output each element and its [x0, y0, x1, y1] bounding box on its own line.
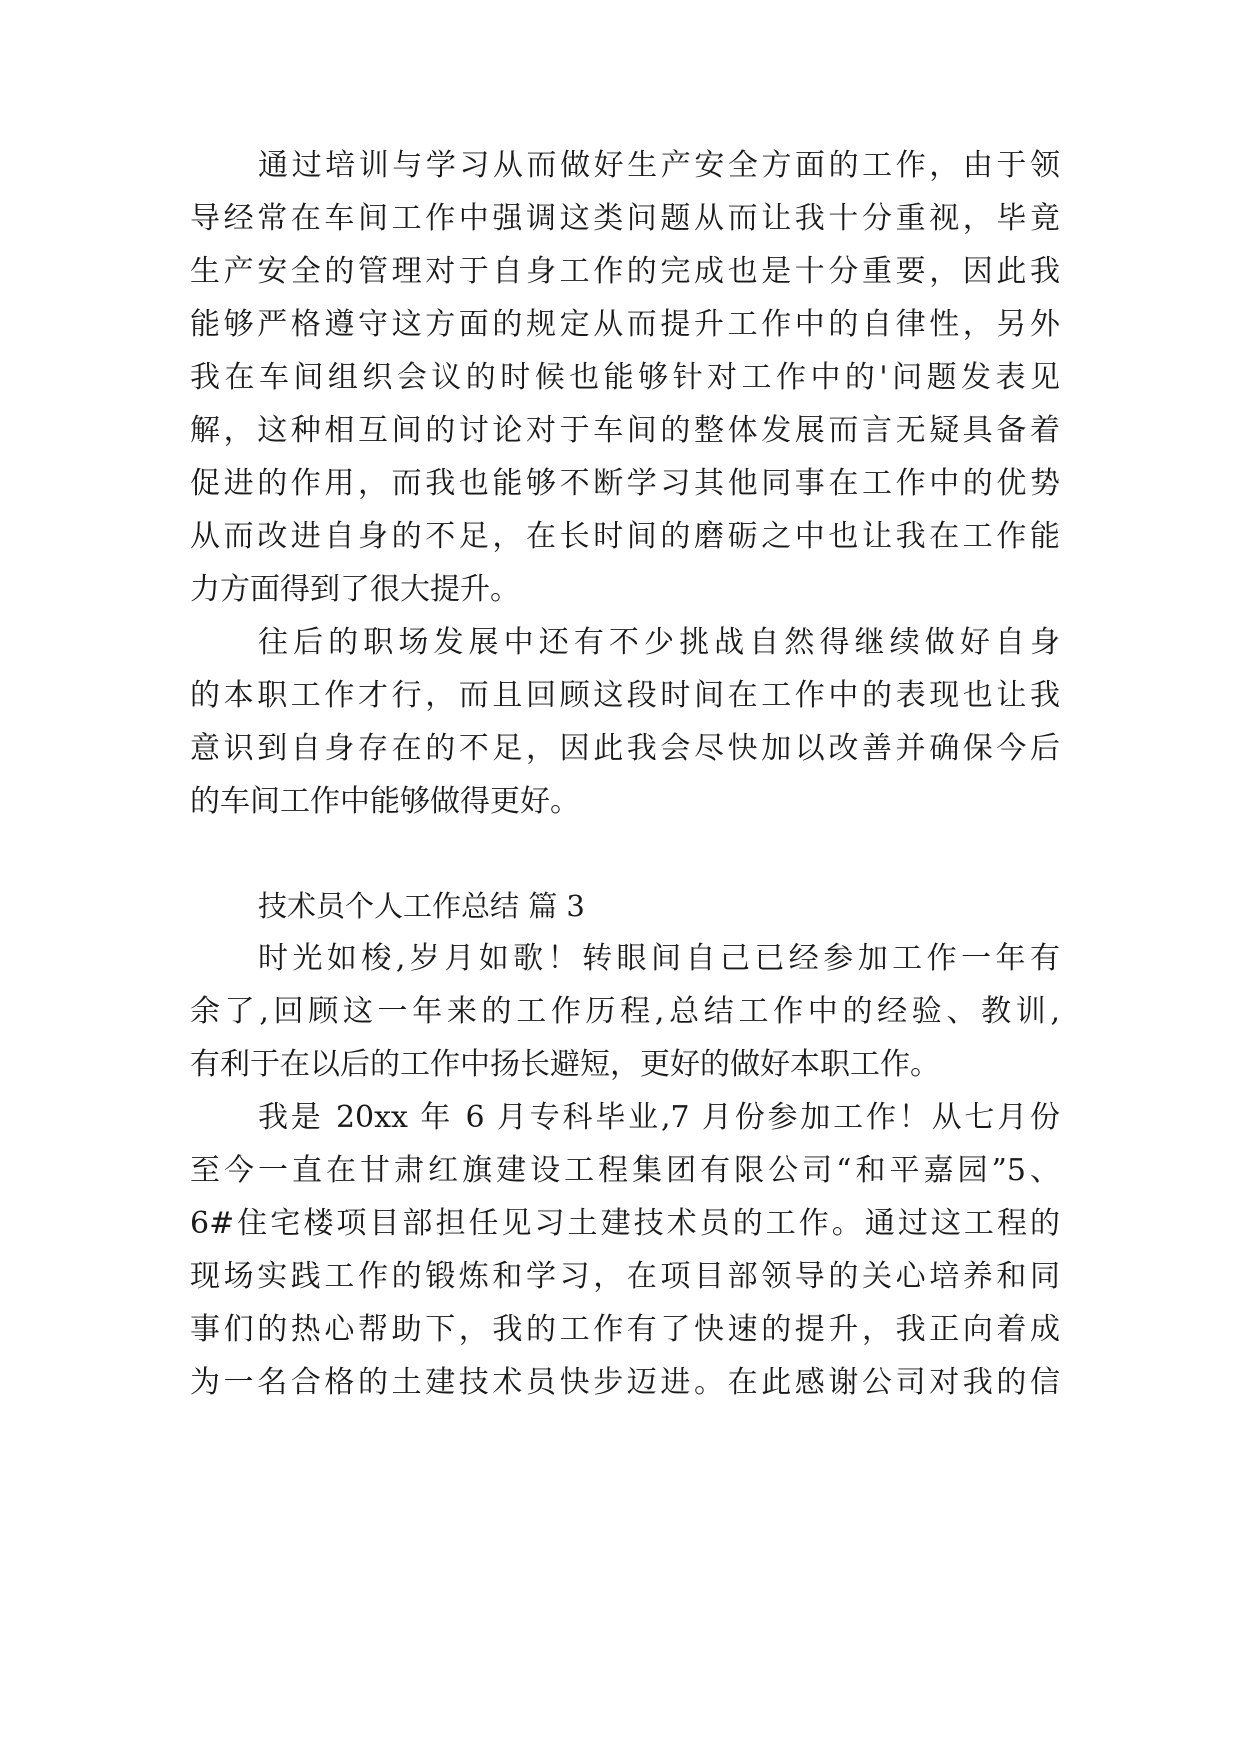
- paragraph-4-line-6: 为一名合格的土建技术员快步迈进。在此感谢公司对我的信: [190, 1365, 1060, 1400]
- paragraph-2-line-2: 的本职工作才行，而且回顾这段时间在工作中的表现也让我: [190, 678, 1060, 713]
- paragraph-4-line-4: 现场实践工作的锻炼和学习，在项目部领导的关心培养和同: [190, 1259, 1060, 1294]
- paragraph-2-line-4: 的车间工作中能够做得更好。: [190, 784, 580, 819]
- paragraph-2-line-1: 往后的职场发展中还有不少挑战自然得继续做好自身: [258, 625, 1060, 660]
- paragraph-1-line-3: 生产安全的管理对于自身工作的完成也是十分重要，因此我: [190, 254, 1060, 289]
- paragraph-1-line-2: 导经常在车间工作中强调这类问题从而让我十分重视，毕竟: [190, 201, 1060, 236]
- paragraph-4-line-5: 事们的热心帮助下，我的工作有了快速的提升，我正向着成: [190, 1312, 1060, 1347]
- section-heading: 技术员个人工作总结 篇 3: [258, 889, 585, 923]
- paragraph-4-line-2: 至今一直在甘肃红旗建设工程集团有限公司“和平嘉园”5、: [190, 1153, 1060, 1188]
- paragraph-2-line-3: 意识到自身存在的不足，因此我会尽快加以改善并确保今后: [190, 731, 1060, 766]
- paragraph-1-line-9: 力方面得到了很大提升。: [190, 572, 520, 607]
- paragraph-3-line-3: 有利于在以后的工作中扬长避短，更好的做好本职工作。: [190, 1047, 940, 1082]
- paragraph-1-line-8: 从而改进自身的不足，在长时间的磨砺之中也让我在工作能: [190, 519, 1060, 554]
- paragraph-1-line-4: 能够严格遵守这方面的规定从而提升工作中的自律性，另外: [190, 307, 1060, 342]
- paragraph-1-line-1: 通过培训与学习从而做好生产安全方面的工作，由于领: [258, 148, 1060, 183]
- paragraph-1-line-6: 解，这种相互间的讨论对于车间的整体发展而言无疑具备着: [190, 413, 1060, 448]
- paragraph-3-line-1: 时光如梭,岁月如歌！转眼间自己已经参加工作一年有: [258, 941, 1060, 976]
- paragraph-1-line-7: 促进的作用，而我也能够不断学习其他同事在工作中的优势: [190, 466, 1060, 501]
- paragraph-3-line-2: 余了,回顾这一年来的工作历程,总结工作中的经验、教训,: [190, 994, 1060, 1029]
- paragraph-4-line-1: 我是 20xx 年 6 月专科毕业,7 月份参加工作！从七月份: [258, 1100, 1060, 1135]
- paragraph-1-line-5: 我在车间组织会议的时候也能够针对工作中的'问题发表见: [190, 360, 1060, 395]
- paragraph-4-line-3: 6#住宅楼项目部担任见习土建技术员的工作。通过这工程的: [190, 1206, 1060, 1241]
